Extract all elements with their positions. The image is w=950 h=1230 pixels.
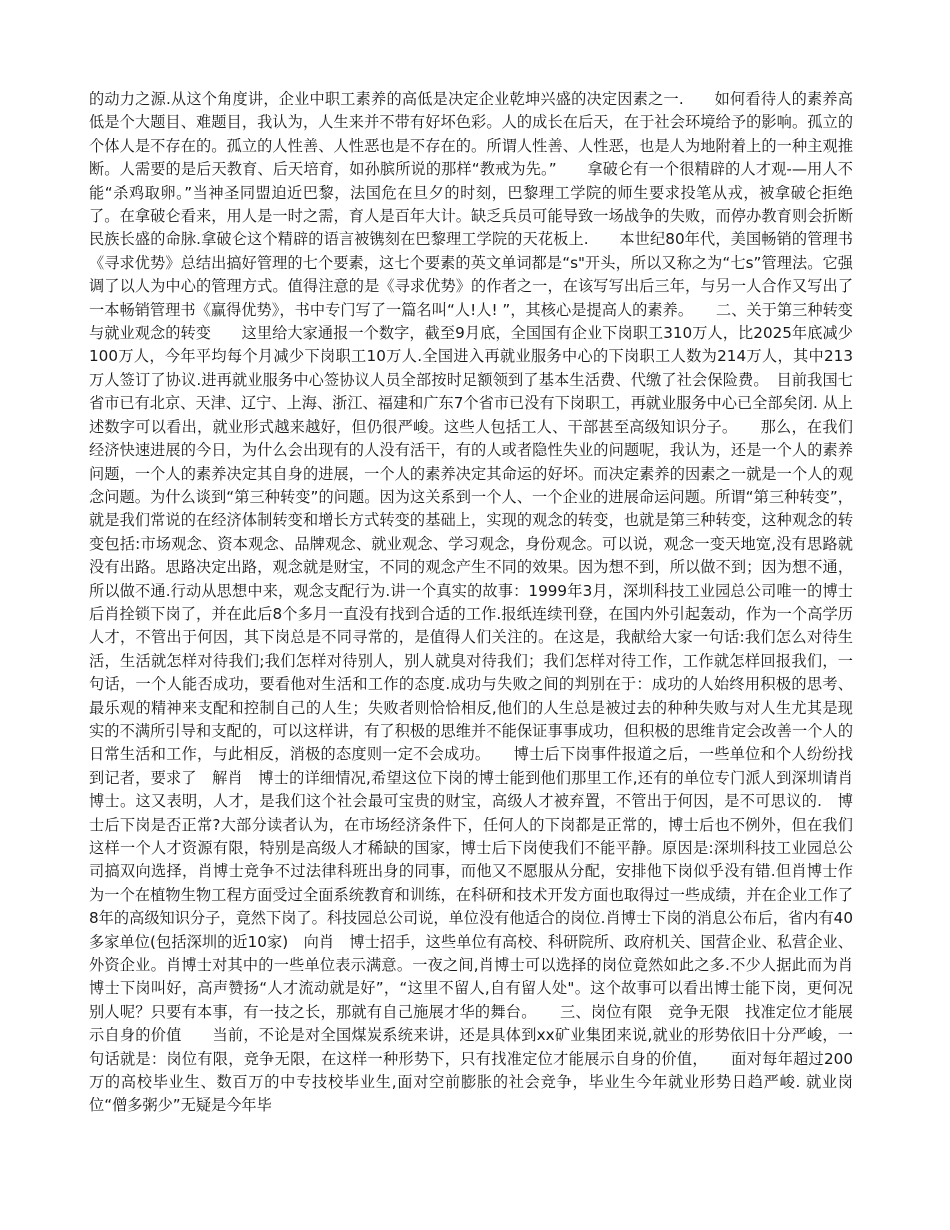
document-page [89,88,853,1118]
body-paragraph: 的动力之源.从这个角度讲，企业中职工素养的高低是决定企业乾坤兴盛的决定因素之一. 如何看待人的素养高低是个大题目、难题目，我认为，人生来并不带有好坏色彩。人的成长在后天，在于社会环境给予的影响。孤立的个体人是不存在的。孤立的人性善、人性恶也是不存在的。所谓人性善、人性恶，也是人为地附着上的一种主观推断。人需要的是后天教育、后天培育，如孙膑所说的那样“教戒为先。” 拿破仑有一个很精辟的人才观-—用人不能“杀鸡取卵。”当神圣同盟迫近巴黎，法国危在旦夕的时刻，巴黎理工学院的师生要求投笔从戎，被拿破仑拒绝了。在拿破仑看来，用人是一时之需，育人是百年大计。缺乏兵员可能导致一场战争的失败，而停办教育则会折断民族长盛的命脉.拿破仑这个精辟的语言被镌刻在巴黎理工学院的天花板上. 本世纪80年代，美国畅销的管理书《寻求优势》总结出搞好管理的七个要素，这七个要素的英文单词都是“s"开头，所以又称之为“七s”管理法。它强调了以人为中心的管理方式。值得注意的是《寻求优势》的作者之一，在该写写出后三年，与另一人合作又写出了一本畅销管理书《赢得优势》，书中专门写了一篇名叫“人!人! ”，其核心是提高人的素养。 二、关于第三种转变与就业观念的转变 这里给大家通报一个数字，截至9月底，全国国有企业下岗职工310万人，比2025年底减少100万人，今年平均每个月减少下岗职工10万人.全国进入再就业服务中心的下岗职工人数为214万人，其中213万人签订了协议.进再就业服务中心签协议人员全部按时足额领到了基本生活费、代缴了社会保险费。 目前我国七省市已有北京、天津、辽宁、上海、浙江、福建和广东7个省市已没有下岗职工，再就业服务中心已全部矣闭. 从上述数字可以看出，就业形式越来越好，但仍很严峻。这些人包括工人、干部甚至高级知识分子。 那么，在我们经济快速进展的今日，为什么会出现有的人没有活干，有的人或者隐性失业的问题呢，我认为，还是一个人的素养问题，一个人的素养决定其自身的进展，一个人的素养决定其命运的好坏。而决定素养的因素之一就是一个人的观念问题。为什么谈到“第三种转变”的问题。因为这关系到一个人、一个企业的进展命运问题。所谓“第三种转变”，就是我们常说的在经济体制转变和增长方式转变的基础上，实现的观念的转变，也就是第三种转变，这种观念的转变包括:市场观念、资本观念、品牌观念、就业观念、学习观念，身份观念。可以说，观念一变天地宽,没有思路就没有出路。思路决定出路，观念就是财宝，不同的观念产生不同的效果。因为想不到，所以做不到；因为想不通，所以做不通.行动从思想中来，观念支配行为.讲一个真实的故事：1999年3月，深圳科技工业园总公司唯一的博士后肖拴锁下岗了，并在此后8个多月一直没有找到合适的工作.报纸连续刊登，在国内外引起轰动，作为一个高学历人才，不管出于何因，其下岗总是不同寻常的，是值得人们关注的。在这是，我献给大家一句话:我们怎么对待生活，生活就怎样对待我们;我们怎样对待别人，别人就臭对待我们；我们怎样对待工作，工作就怎样回报我们，一句话，一个人能否成功，要看他对生活和工作的态度.成功与失败之间的判别在于：成功的人始终用积极的思考、最乐观的精神来支配和控制自己的人生；失败者则恰恰相反,他们的人生总是被过去的种种失败与对人生尤其是现实的不满所引导和支配的，可以这样讲，有了积极的思维并不能保证事事成功，但积极的思维肯定会改善一个人的日常生活和工作，与此相反，消极的态度则一定不会成功。 博士后下岗事件报道之后，一些单位和个人纷纷找到记者，要求了 解肖 博士的详细情况,希望这位下岗的博士能到他们那里工作,还有的单位专门派人到深圳请肖博士。这又表明，人才，是我们这个社会最可宝贵的财宝，高级人才被弃置，不管出于何因，是不可思议的. 博士后下岗是否正常?大部分读者认为，在市场经济条件下，任何人的下岗都是正常的，博士后也不例外，但在我们这样一个人才资源有限，特别是高级人才稀缺的国家，博士后下岗使我们不能平静。原因是:深圳科技工业园总公司搞双向选择，肖博士竞争不过法律科班出身的同事，而他又不愿服从分配，安排他下岗似乎没有错.但肖博士作为一个在植物生物工程方面受过全面系统教育和训练，在科研和技术开发方面也取得过一些成绩，并在企业工作了8年的高级知识分子，竟然下岗了。科技园总公司说，单位没有他适合的岗位.肖博士下岗的消息公布后，省内有40多家单位(包括深圳的近10家) 向肖 博士招手，这些单位有高校、科研院所、政府机关、国营企业、私营企业、外资企业。肖博士对其中的一些单位表示满意。一夜之间,肖博士可以选择的岗位竟然如此之多.不少人据此而为肖博士下岗叫好，高声赞扬“人才流动就是好”，“这里不留人,自有留人处"。这个故事可以看出博士能下岗，更何况别人呢？只要有本事，有一技之长，那就有自己施展才华的舞台。 三、岗位有限 竞争无限 找准定位才能展示自身的价值 当前，不论是对全国煤炭系统来讲，还是具体到xx矿业集团来说,就业的形势依旧十分严峻，一句话就是：岗位有限，竞争无限，在这样一种形势下，只有找准定位才能展示自身的价值， 面对每年超过200万的高校毕业生、数百万的中专技校毕业生,面对空前膨胀的社会竞争，毕业生今年就业形势日趋严峻. 就业岗位“僧多粥少”无疑是今年毕 [89,90,853,1115]
